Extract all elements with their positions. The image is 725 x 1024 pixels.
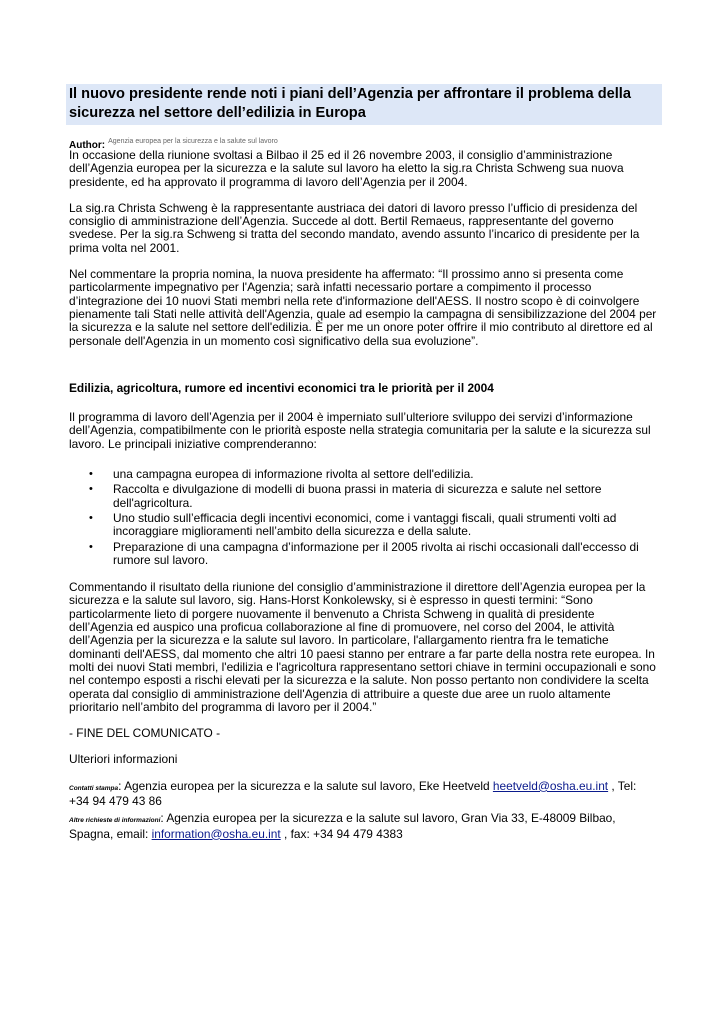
list-item-text: Uno studio sull’efficacia degli incentivi economici, come i vantaggi fiscali, quali strumenti volti ad incoraggiare miglioramenti nell’ambito della sicurezza e della salute. xyxy=(113,510,617,539)
contact-label: Altre richieste di informazioni xyxy=(69,817,161,825)
contact-text: : Agenzia europea per la sicurezza e la salute sul lavoro, Eke Heetveld xyxy=(118,778,493,793)
list-item xyxy=(69,512,659,539)
contact-text-after: , Tel: +34 94 479 43 86 xyxy=(69,778,637,808)
priorities-list xyxy=(69,468,659,567)
paragraph: Nel commentare la propria nomina, la nuova presidente ha affermato: “Il prossimo anno si presenta come particolarmente impegnativo per l'Agenzia; sarà infatti necessario portare a compimento il processo d’integrazione dei 10 nuovi Stati membri nella rete d'informazione dell'AESS. Il nostro scopo è di coinvolgere pienamente tali Stati nelle attività dell'Agenzia, quale ad esempio la campagna di sensibilizzazione del 2004 per la sicurezza e la salute nel settore dell'edilizia. È per me un onore poter offrire il mio contributo al direttore ed al personale dell'Agenzia in un momento così significativo della sua evoluzione”. xyxy=(69,267,657,348)
list-item xyxy=(69,468,659,481)
bullet-icon: • xyxy=(89,468,93,481)
author-value: Agenzia europea per la sicurezza e la salute sul lavoro xyxy=(108,138,278,145)
section-heading: Edilizia, agricoltura, rumore ed incentivi economici tra le priorità per il 2004 xyxy=(69,380,494,395)
further-info-heading: Ulteriori informazioni xyxy=(69,752,178,767)
paragraph: La sig.ra Christa Schweng è la rappresentante austriaca dei datori di lavoro presso l’ufficio di presidenza del consiglio di amministrazione dell’Agenzia. Succede al dott. Bertil Remaeus, rappresentante del governo svedese. Per la sig.ra Schweng si tratta del secondo mandato, avendo assunto l’incarico di presidente per la prima volta nel 2001. xyxy=(69,200,640,255)
contact-other xyxy=(69,812,659,841)
section-intro: Il programma di lavoro dell’Agenzia per il 2004 è imperniato sull’ulteriore sviluppo dei servizi d’informazione dell’Agenzia, compatibilmente con le priorità esposte nella strategia comunitaria per la salute e la sicurezza sul lavoro. Le principali iniziative comprenderanno: xyxy=(69,410,651,451)
end-notice: - FINE DEL COMUNICATO - xyxy=(69,726,221,741)
contact-press xyxy=(69,780,659,809)
paragraph: In occasione della riunione svoltasi a Bilbao il 25 ed il 26 novembre 2003, il consiglio d’amministrazione dell’Agenzia europea per la sicurezza e la salute sul lavoro ha eletto la sig.ra Christa Schweng sua nuova presidente, ed ha approvato il programma di lavoro dell’Agenzia per il 2004. xyxy=(69,148,624,189)
list-item xyxy=(69,483,659,510)
press-email-link[interactable]: heetveld@osha.eu.int xyxy=(492,778,609,793)
contact-label: Contatti stampa xyxy=(69,784,119,792)
list-item-text: Preparazione di una campagna d’informazione per il 2005 rivolta ai rischi occasionali dall'eccesso di rumore sul lavoro. xyxy=(113,539,639,567)
bullet-icon: • xyxy=(89,511,93,524)
list-item xyxy=(69,541,659,568)
author-label: Author: xyxy=(69,140,106,151)
bullet-icon: • xyxy=(89,540,93,553)
info-email-link[interactable]: information@osha.eu.int xyxy=(151,826,281,841)
contact-text: : Agenzia europea per la sicurezza e la salute sul lavoro, Gran Via 33, E-48009 Bilbao, Spagna, email: xyxy=(69,811,616,841)
document-body xyxy=(69,149,659,845)
list-item-text: Raccolta e divulgazione di modelli di buona prassi in materia di sicurezza e salute nel settore dell'agricoltura. xyxy=(113,482,602,510)
contact-text-after: , fax: +34 94 479 4383 xyxy=(280,826,403,841)
closing-paragraph: Commentando il risultato della riunione del consiglio d’amministrazione il direttore dell’Agenzia europea per la sicurezza e la salute sul lavoro, sig. Hans-Horst Konkolewsky, si è espresso in questi termini: “Sono particolarmente lieto di porgere nuovamente il benvenuto a Christa Schweng in qualità di presidente dell’Agenzia ed auspico una proficua collaborazione al fine di promuovere, nel corso del 2004, le attività dell’Agenzia per la sicurezza e la salute sul lavoro. In particolare, l'allargamento rientra fra le tematiche dominanti dell'AESS, dal momento che altri 10 paesi stanno per entrare a far parte della nostra rete europea. In molti dei nuovi Stati membri, l'edilizia e l'agricoltura rappresentano settori chiave in termini occupazionali e sono nel contempo esposti a rischi elevati per la sicurezza e la salute. Non posso pertanto non condividere la scelta operata dal consiglio di amministrazione dell'Agenzia di attribuire a queste due aree un ruolo altamente prioritario nell’ambito del programma di lavoro per il 2004.” xyxy=(69,580,656,714)
list-item-text: una campagna europea di informazione rivolta al settore dell'edilizia. xyxy=(113,467,474,482)
page-title: Il nuovo presidente rende noti i piani dell’Agenzia per affrontare il problema della sicurezza nel settore dell’edilizia in Europa xyxy=(66,84,662,125)
bullet-icon: • xyxy=(89,483,93,496)
